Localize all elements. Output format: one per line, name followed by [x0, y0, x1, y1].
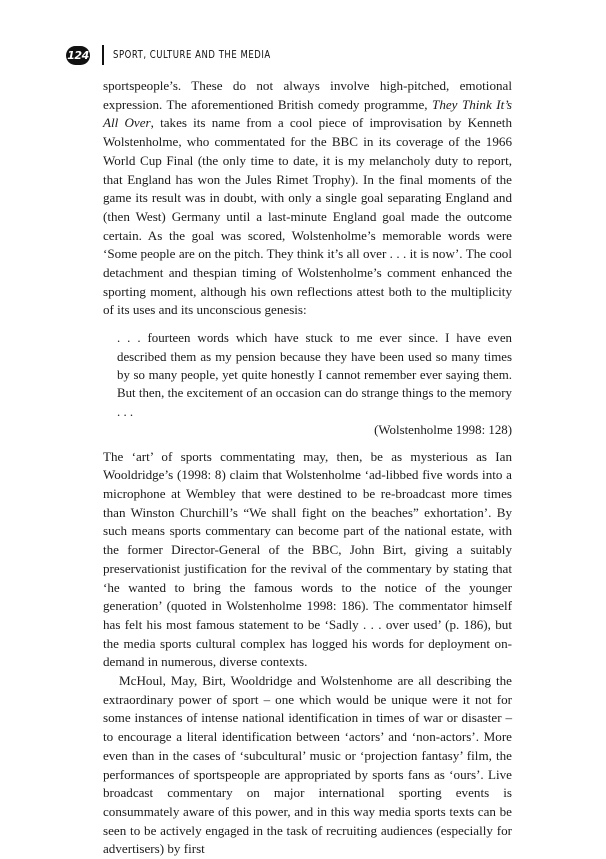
paragraph-1 [103, 77, 512, 320]
programme-title: They Think It’s All Over [103, 96, 512, 131]
paragraph-3: McHoul, May, Birt, Wooldridge and Wolstenhome are all describing the extraordinary power of sport – one which would be unique were it not for some instances of intense national identification in times of war or disaster – to encourage a literal identification between ‘actors’ and ‘non-actors’. More even than in the cases of ‘subcultural’ music or ‘projection fantasy’ film, the performances of sportspeople are appropriated by sports fans as ‘ours’. Live broadcast commentary on major international sporting events is consummately aware of this power, and in this way media sports texts can be seen to be actively engaged in the task of recruiting audiences (especially for advertisers) by first [103, 673, 512, 857]
running-title: SPORT, CULTURE AND THE MEDIA [113, 49, 271, 61]
page-number: 124 [66, 46, 90, 65]
block-quote [117, 329, 512, 439]
paragraph-2: The ‘art’ of sports commentating may, then, be as mysterious as Ian Wooldridge’s (1998: 8) claim that Wolstenholme ‘ad-libbed five words into a microphone at Wembley that were destined to be re-broadcast more times than Winston Churchill’s “We shall fight on the beaches” exhortation’. By such means sports commentary can become part of the national estate, with the former Director-General of the BBC, John Birt, giving a suitably preservationist justification for the revival of the commentary by stating that ‘he wanted to bring the famous words to the notice of the younger generation’ (quoted in Wolstenholme 1998: 186). The commentator himself has felt his most famous statement to be ‘Sadly . . . over used’ (p. 186), but the media sports cultural complex has logged his words for deployment on-demand in numerous, diverse contexts. [103, 448, 512, 670]
page-header [66, 44, 288, 66]
paragraph-1-text-b: , takes its name from a cool piece of improvisation by Kenneth Wolstenholme, who commentated for the BBC in its coverage of the 1966 World Cup Final (the only time to date, it is my melancholy duty to report, that England has won the Jules Rimet Trophy). In the final moments of the game its result was in doubt, with only a single goal separating England and (then West) Germany until a last-minute England goal made the outcome certain. As the goal was scored, Wolstenholme’s memorable words were ‘Some people are on the pitch. They think it’s all over . . . it is now’. The cool detachment and thespian timing of Wolstenholme’s comment enhanced the sporting moment, although his own reflections attest both to the multiplicity of its uses and its unconscious genesis: [103, 115, 512, 318]
block-quote-citation: (Wolstenholme 1998: 128) [374, 423, 512, 438]
header-divider [102, 45, 104, 65]
body-text [103, 77, 512, 859]
block-quote-text: . . . fourteen words which have stuck to me ever since. I have even described them as my pension because they have been used so many times by so many people, yet quite honestly I cannot remember ever saying them. But then, the excitement of an occasion can do strange things to the memory . . . [117, 331, 512, 419]
paragraph-1-text-a: sportspeople’s. These do not always involve high-pitched, emotional expression. The aforementioned British comedy programme, [103, 78, 512, 112]
